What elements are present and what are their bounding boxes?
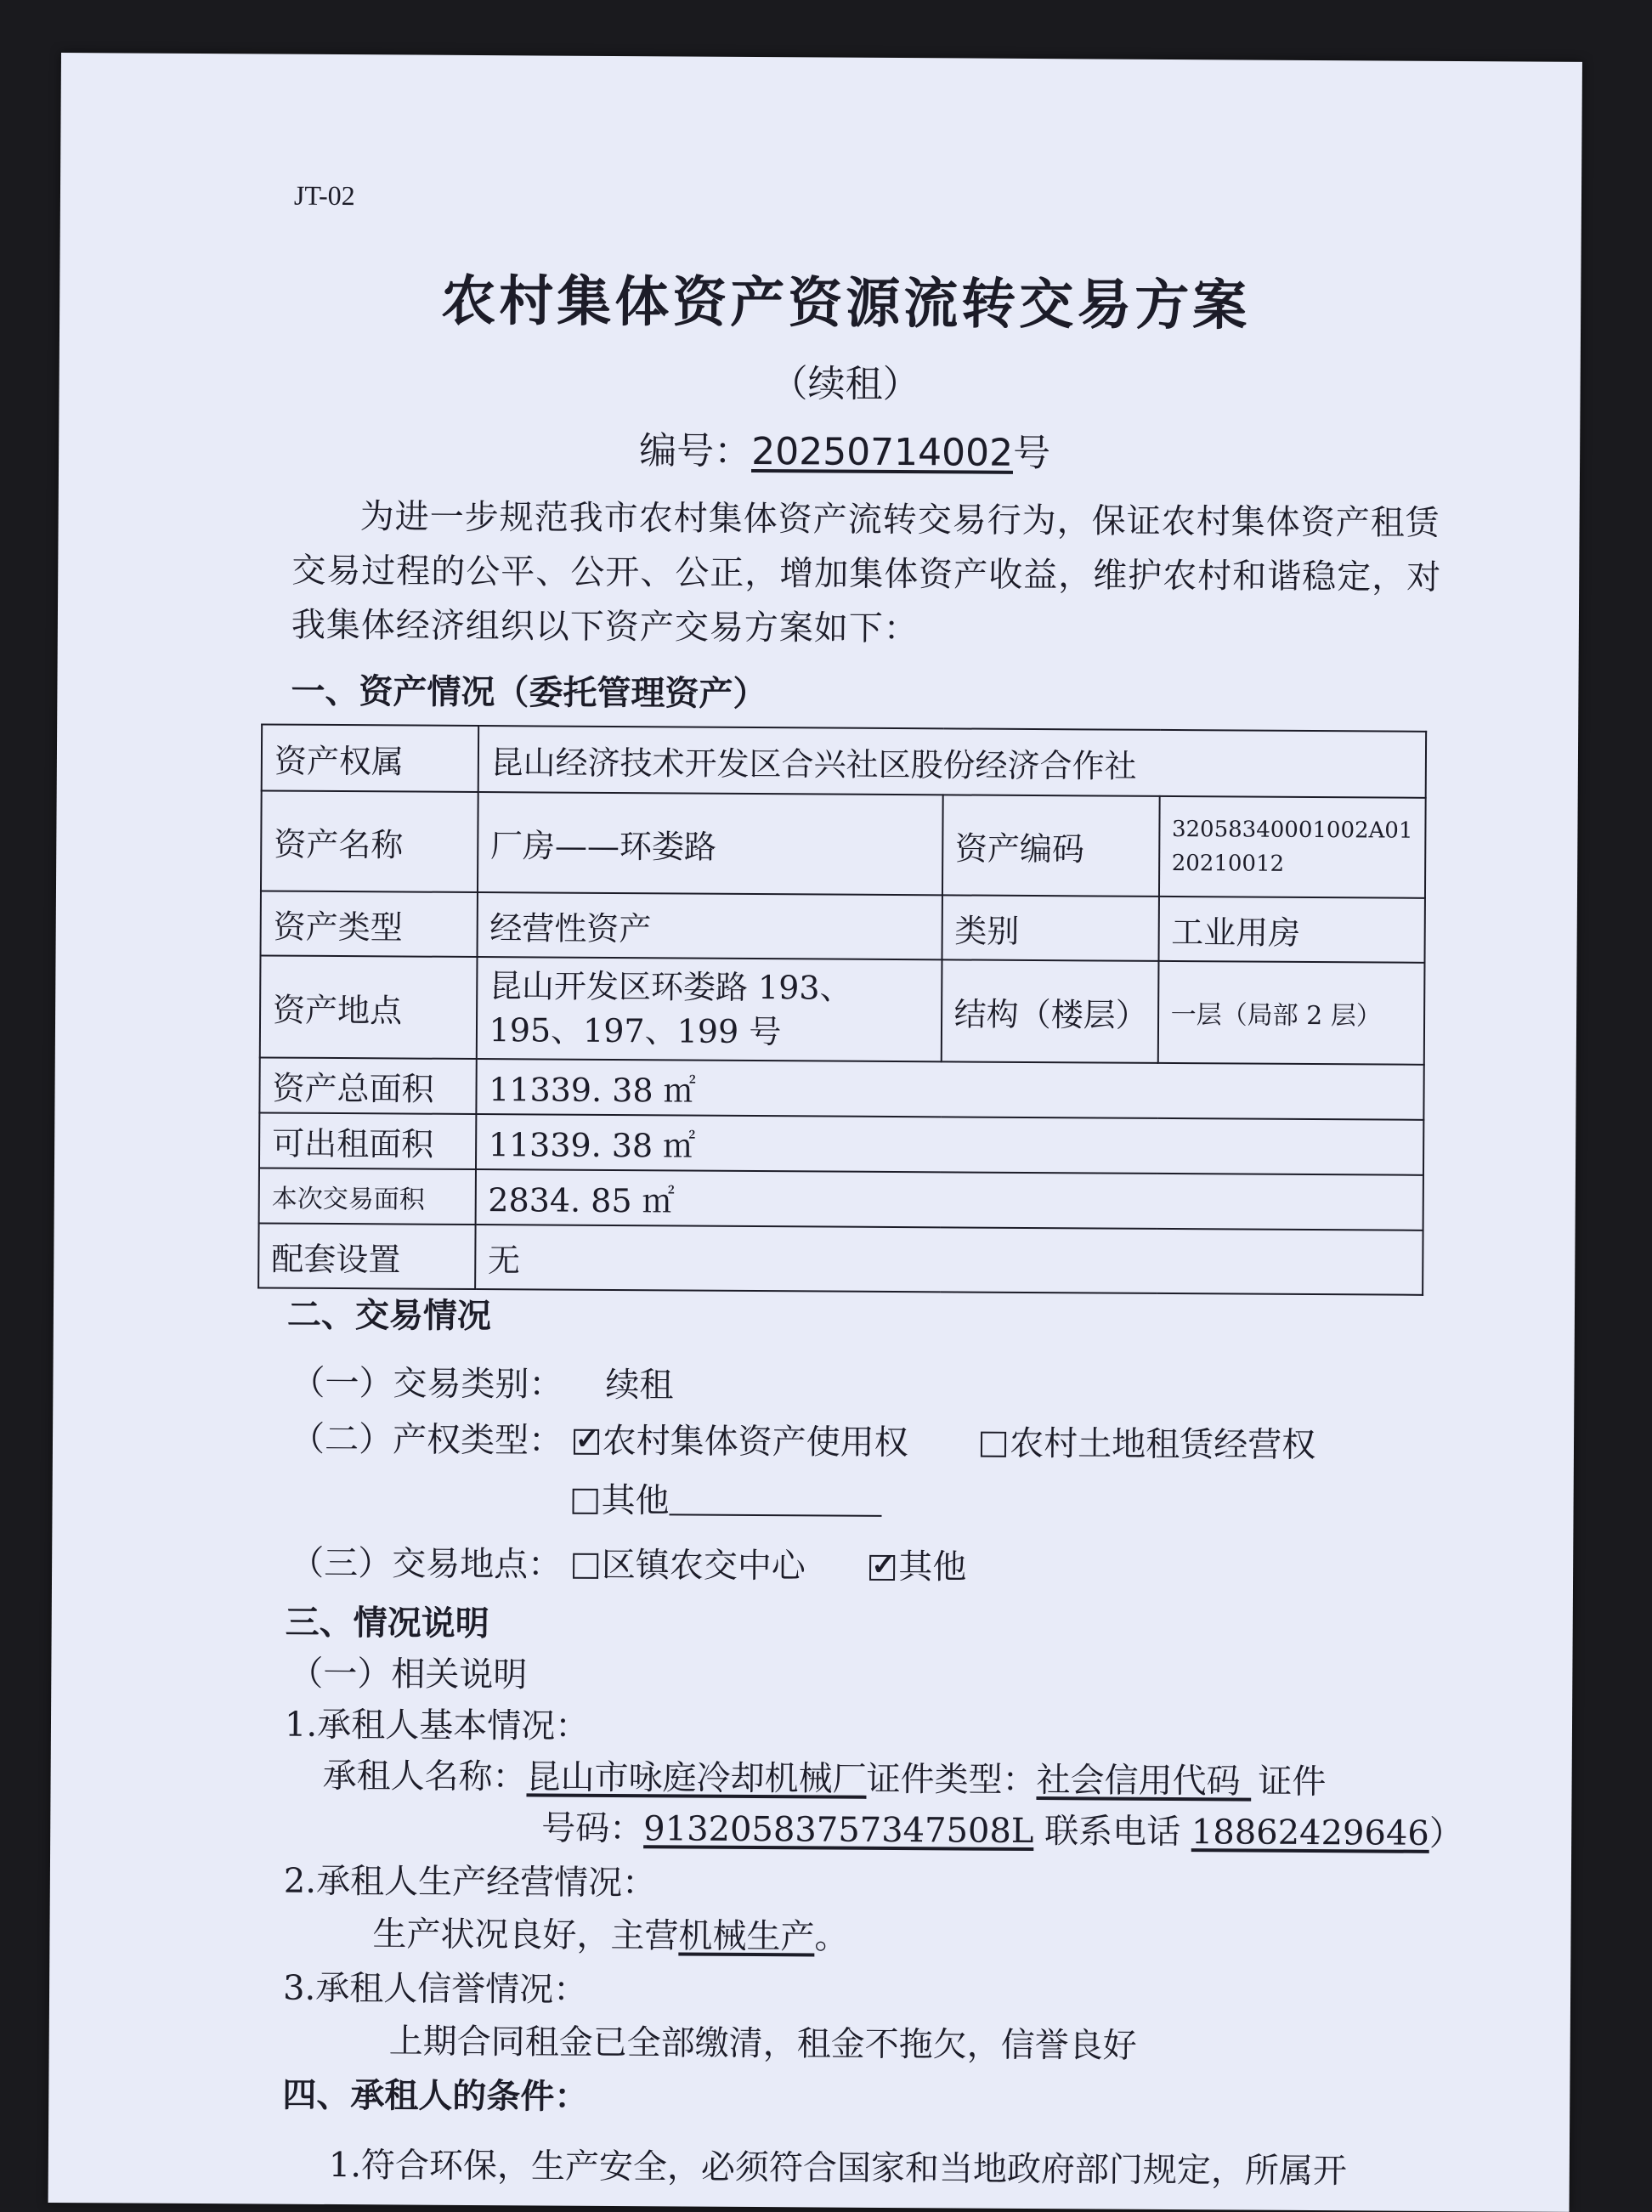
section4-heading: 四、承租人的条件：: [282, 2075, 589, 2117]
condition-item-1: 1.符合环保，生产安全，必须符合国家和当地政府部门规定，所属开: [328, 2145, 1348, 2192]
trade-type-label: （一）交易类别：: [291, 1363, 563, 1405]
total-area-label: 资产总面积: [259, 1057, 476, 1114]
phone-close: ）: [1429, 1813, 1463, 1854]
ownership-label: 资产权属: [262, 724, 478, 792]
lessee-credit-heading: 3.承租人信誉情况：: [282, 1968, 588, 2010]
option-district-center: 区镇农交中心: [601, 1545, 806, 1587]
operation-main-business: 机械生产: [678, 1916, 815, 1957]
trade-area-label: 本次交易面积: [259, 1168, 476, 1225]
structure-value: 一层（局部 2 层）: [1157, 961, 1424, 1065]
lessee-operation-heading: 2.承租人生产经营情况：: [283, 1861, 657, 1904]
asset-code-line-2: 20210012: [1171, 851, 1285, 877]
asset-type-value: 经营性资产: [477, 892, 942, 959]
location-label: 资产地点: [260, 955, 477, 1059]
number-suffix: 号: [1012, 431, 1051, 476]
operation-text-3: 。: [814, 1917, 849, 1957]
section2-heading: 二、交易情况: [286, 1295, 492, 1337]
facility-value: 无: [475, 1225, 1423, 1295]
asset-code-line-1: 32058340001002A01: [1171, 817, 1413, 844]
document-page: [48, 53, 1582, 2212]
table-row: [261, 891, 1425, 962]
asset-table: [257, 723, 1427, 1295]
table-row: [259, 1168, 1423, 1230]
property-type-line: [291, 1412, 1315, 1467]
rentable-area-label: 可出租面积: [259, 1112, 476, 1169]
checkbox-district-center[interactable]: [573, 1553, 598, 1579]
total-area-value: 11339. 38 ㎡: [476, 1059, 1424, 1120]
form-code: JT-02: [293, 179, 355, 212]
number-value: 20250714002: [751, 429, 1014, 475]
document-number: [59, 416, 1631, 480]
asset-name-value: 厂房——环娄路: [478, 792, 943, 895]
trade-type-line: [291, 1356, 673, 1407]
id-label-1: 证件: [1258, 1762, 1327, 1802]
table-row: [259, 1057, 1423, 1119]
table-row: [259, 1112, 1423, 1174]
rentable-area-value: 11339. 38 ㎡: [476, 1114, 1424, 1175]
number-prefix: 编号：: [639, 429, 752, 473]
checkbox-location-other[interactable]: [869, 1555, 895, 1581]
structure-label: 结构（楼层）: [941, 959, 1158, 1063]
section3-sub1: （一）相关说明: [289, 1654, 528, 1695]
document-title: 农村集体资产资源流转交易方案: [440, 269, 1251, 338]
lessee-basic-heading: 1.承租人基本情况：: [284, 1705, 590, 1746]
asset-code-label: 资产编码: [942, 795, 1160, 897]
option-collective-use-right: 农村集体资产使用权: [602, 1421, 908, 1463]
section3-heading: 三、情况说明: [285, 1603, 489, 1644]
id-number: 91320583757347508L: [643, 1809, 1034, 1852]
property-type-other-line: [572, 1474, 881, 1524]
trade-area-value: 2834. 85 ㎡: [475, 1169, 1423, 1230]
property-type-label: （二）产权类型：: [290, 1419, 563, 1461]
trade-location-label: （三）交易地点：: [290, 1543, 563, 1585]
lessee-info-line-2: [541, 1801, 1463, 1855]
table-row: [261, 790, 1426, 897]
intro-paragraph: 为进一步规范我市农村集体资产流转交易行为，保证农村集体资产租赁交易过程的公平、公开、公正，增加集体资产收益，维护农村和谐稳定，对我集体经济组织以下资产交易方案如下：: [291, 497, 1442, 649]
id-type: 社会信用代码: [1036, 1761, 1252, 1802]
section1-heading: 一、资产情况（委托管理资产）: [291, 671, 767, 715]
trade-type-value: 续租: [605, 1365, 674, 1406]
phone-label: 联系电话: [1033, 1812, 1192, 1853]
checkbox-land-lease-right[interactable]: [981, 1432, 1006, 1457]
lessee-info-line-1: [322, 1749, 1326, 1803]
table-row: [258, 1223, 1423, 1294]
ownership-value: 昆山经济技术开发区合兴社区股份经济合作社: [478, 726, 1426, 798]
table-row: [260, 955, 1425, 1064]
document-subtitle: （续租）: [770, 362, 920, 407]
lessee-name: 昆山市咏庭冷却机械厂: [526, 1757, 867, 1799]
checkbox-property-other[interactable]: [573, 1489, 598, 1514]
category-label: 类别: [942, 895, 1158, 961]
lessee-credit-text: 上期合同租金已全部缴清，租金不拖欠，信誉良好: [388, 2022, 1137, 2066]
option-land-lease-right: 农村土地租赁经营权: [1010, 1423, 1316, 1466]
id-label-2: 号码：: [541, 1808, 644, 1849]
option-property-other: 其他: [601, 1480, 670, 1521]
asset-code-value: [1159, 796, 1426, 898]
asset-name-label: 资产名称: [261, 790, 478, 892]
lessee-name-label: 承租人名称：: [322, 1756, 527, 1797]
trade-location-line: [290, 1536, 966, 1589]
location-value: 昆山开发区环娄路 193、195、197、199 号: [476, 957, 942, 1061]
asset-type-label: 资产类型: [261, 891, 478, 957]
operation-text-1: 生产状况良好，主营: [372, 1915, 679, 1956]
checkbox-collective-use-right[interactable]: [574, 1429, 599, 1455]
category-value: 工业用房: [1158, 897, 1425, 963]
id-type-label: 证件类型：: [866, 1759, 1037, 1801]
lessee-operation-text: [372, 1907, 848, 1958]
phone-number: 18862429646: [1191, 1813, 1429, 1853]
option-location-other: 其他: [898, 1547, 967, 1587]
facility-label: 配套设置: [258, 1223, 475, 1289]
other-blank-line: [669, 1488, 881, 1517]
table-row: [262, 724, 1426, 797]
